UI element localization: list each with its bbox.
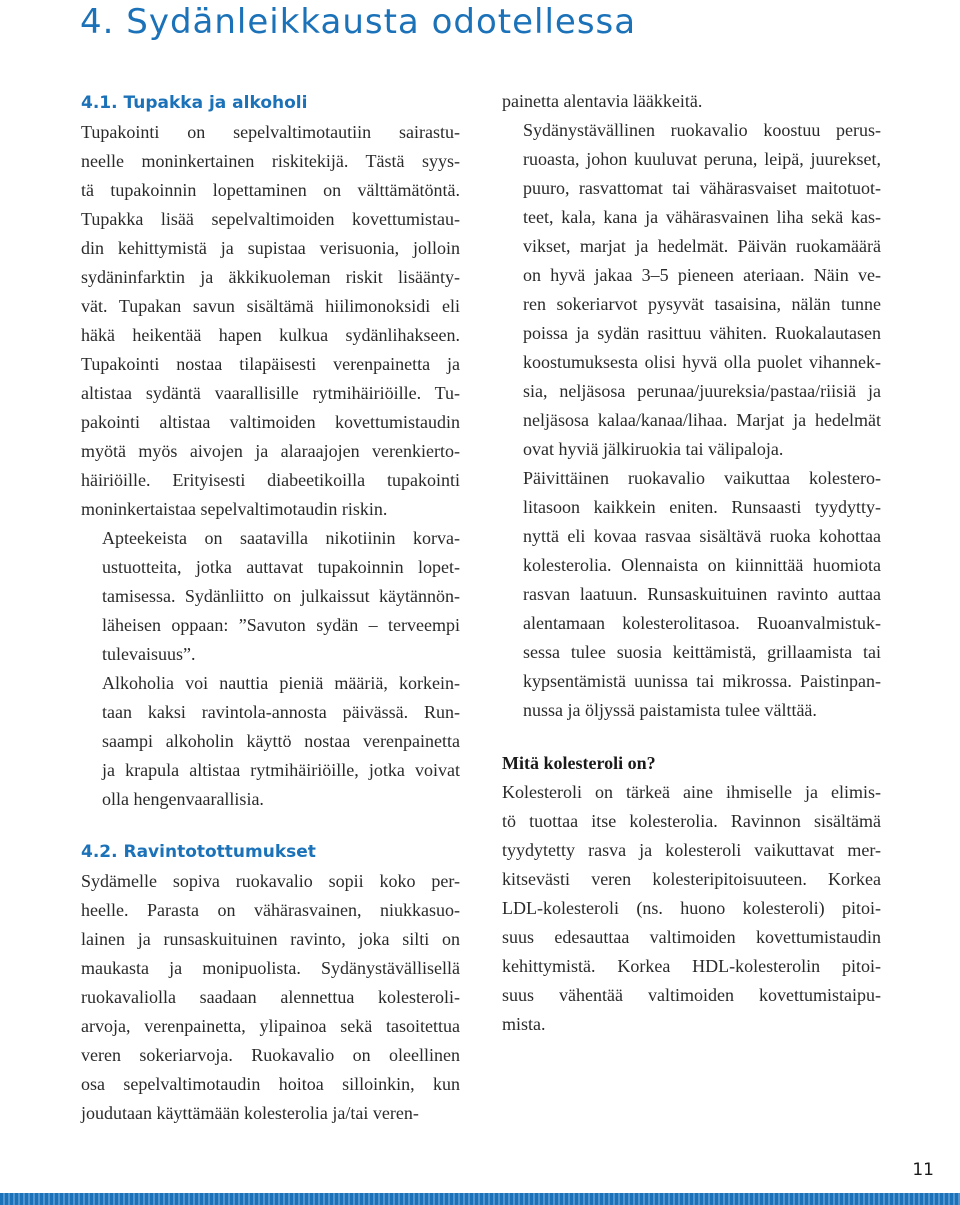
text-line: Apteekeista on saatavilla nikotiinin korva- (102, 528, 460, 548)
text-line: saampi alkoholin käyttö nostaa verenpainetta (102, 731, 460, 751)
text-line: Tupakointi nostaa tilapäisesti verenpainetta ja (81, 354, 460, 374)
text-line: Alkoholia voi nauttia pieniä määriä, korkein- (102, 673, 460, 693)
paragraph (502, 778, 881, 1039)
text-line: on hyvä jakaa 3–5 pieneen ateriaan. Näin ve- (523, 265, 881, 285)
section-tobacco-body (81, 118, 460, 814)
text-line: vät. Tupakan savun sisältämä hiilimonoksidi eli (81, 296, 460, 316)
text-line: litasoon kaikkein eniten. Runsaasti tyydytty- (523, 497, 881, 517)
text-line: tö tuottaa itse kolesterolia. Ravinnon sisältämä (502, 811, 881, 831)
text-line: pakointi altistaa valtimoiden kovettumistaudin (81, 412, 460, 432)
text-line: poissa ja sydän rasittuu vähiten. Ruokalautasen (523, 323, 881, 343)
right-column-body (502, 87, 881, 725)
text-line: veren sokeriarvoja. Ruokavalio on oleellinen (81, 1045, 460, 1065)
text-line: neelle moninkertainen riskitekijä. Tästä syys- (81, 151, 460, 171)
text-line: osa sepelvaltimotaudin hoitoa silloinkin, kun (81, 1074, 460, 1094)
text-line: puuro, rasvattomat tai vähärasvaiset maitotuot- (523, 178, 881, 198)
text-line: nyttä eli kovaa rasvaa sisältävä ruoka kohottaa (523, 526, 881, 546)
left-column (81, 89, 460, 1128)
text-line: neljäsosa kalaa/kanaa/lihaa. Marjat ja hedelmät (523, 410, 881, 430)
text-line: painetta alentavia lääkkeitä. (502, 91, 703, 111)
section-nutrition-body (81, 867, 460, 1128)
text-line: heelle. Parasta on vähärasvainen, niukkasuo- (81, 900, 460, 920)
subheading-cholesterol: Mitä kolesteroli on? (502, 753, 656, 773)
text-line: ruoasta, johon kuuluvat peruna, leipä, juurekset, (523, 149, 881, 169)
text-line: koostumuksesta olisi hyvä olla puolet vihannek- (523, 352, 881, 372)
paragraph (81, 669, 460, 814)
chapter-title: 4. Sydänleikkausta odotellessa (80, 2, 637, 42)
section-heading-nutrition: 4.2. Ravintotottumukset (81, 842, 316, 862)
footer-bar (0, 1193, 960, 1205)
text-line: vikset, marjat ja hedelmät. Päivän ruokamäärä (523, 236, 881, 256)
text-line: tä tupakoinnin lopettaminen on välttämätöntä. (81, 180, 460, 200)
text-line: Tupakka lisää sepelvaltimoiden kovettumistau- (81, 209, 460, 229)
text-line: olla hengenvaarallisia. (102, 789, 264, 809)
text-line: Tupakointi on sepelvaltimotautiin sairastu- (81, 122, 460, 142)
text-line: LDL-kolesteroli (ns. huono kolesteroli) pitoi- (502, 898, 881, 918)
text-line: kitsevästi veren kolesteripitoisuuteen. Korkea (502, 869, 881, 889)
text-line: tyydytetty rasva ja kolesteroli vaikuttavat mer- (502, 840, 881, 860)
right-column (502, 87, 881, 1039)
text-line: myötä myös aivojen ja alaraajojen verenkierto- (81, 441, 460, 461)
text-line: kehittymistä. Korkea HDL-kolesterolin pitoi- (502, 956, 881, 976)
text-line: sessa tulee suosia keittämistä, grillaamista tai (523, 642, 881, 662)
text-line: kolesterolia. Olennaista on kiinnittää huomiota (523, 555, 881, 575)
text-line: rasvan laatuun. Runsaskuituinen ravinto auttaa (523, 584, 881, 604)
text-line: maukasta ja monipuolista. Sydänystävällisellä (81, 958, 460, 978)
text-line: suus edesauttaa valtimoiden kovettumistaudin (502, 927, 881, 947)
text-line: lainen ja runsaskuituinen ravinto, joka silti on (81, 929, 460, 949)
text-line: ruokavaliolla saadaan alennettua kolesteroli- (81, 987, 460, 1007)
text-line: Sydänystävällinen ruokavalio koostuu perus- (523, 120, 881, 140)
text-line: ovat hyviä jälkiruokia tai välipaloja. (523, 439, 784, 459)
text-line: ja krapula altistaa rytmihäiriöille, jotka voivat (102, 760, 460, 780)
text-line: taan kaksi ravintola-annosta päivässä. Run- (102, 702, 460, 722)
text-line: häkä heikentää hapen kulkua sydänlihakseen. (81, 325, 460, 345)
section-heading-tobacco: 4.1. Tupakka ja alkoholi (81, 93, 308, 113)
text-line: teet, kala, kana ja vähärasvainen liha sekä kas- (523, 207, 881, 227)
text-line: läheisen oppaan: ”Savuton sydän – terveempi (102, 615, 460, 635)
text-line: sydäninfarktin ja äkkikuoleman riskit lisäänty- (81, 267, 460, 287)
text-line: sia, neljäsosa perunaa/juureksia/pastaa/riisiä ja (523, 381, 881, 401)
text-line: ustuotteita, jotka auttavat tupakoinnin lopet- (102, 557, 460, 577)
text-line: din kehittymistä ja supistaa verisuonia, jolloin (81, 238, 460, 258)
text-line: Sydämelle sopiva ruokavalio sopii koko per- (81, 871, 460, 891)
text-line: kypsentämistä uunissa tai mikrossa. Paistinpan- (523, 671, 881, 691)
paragraph (502, 116, 881, 464)
text-line: alentamaan kolesterolitasoa. Ruoanvalmistuk- (523, 613, 881, 633)
cholesterol-body (502, 778, 881, 1039)
text-line: Kolesteroli on tärkeä aine ihmiselle ja elimis- (502, 782, 881, 802)
text-line: arvoja, verenpainetta, ylipainoa sekä tasoitettua (81, 1016, 460, 1036)
text-line: altistaa sydäntä vaarallisille rytmihäiriöille. Tu- (81, 383, 460, 403)
paragraph (81, 118, 460, 524)
text-line: suus vähentää valtimoiden kovettumistaipu- (502, 985, 881, 1005)
text-line: Päivittäinen ruokavalio vaikuttaa kolestero- (523, 468, 881, 488)
paragraph (502, 87, 881, 116)
text-line: tamisessa. Sydänliitto on julkaissut käytännön- (102, 586, 460, 606)
text-line: häiriöille. Erityisesti diabeetikoilla tupakointi (81, 470, 460, 490)
text-line: joudutaan käyttämään kolesterolia ja/tai veren- (81, 1103, 419, 1123)
paragraph (502, 464, 881, 725)
text-line: ren sokeriarvot pysyvät tasaisina, nälän tunne (523, 294, 881, 314)
text-line: mista. (502, 1014, 546, 1034)
page-number: 11 (912, 1160, 934, 1180)
text-line: moninkertaistaa sepelvaltimotaudin riskin. (81, 499, 388, 519)
paragraph (81, 524, 460, 669)
paragraph (81, 867, 460, 1128)
text-line: nussa ja öljyssä paistamista tulee välttää. (523, 700, 817, 720)
text-line: tulevaisuus”. (102, 644, 196, 664)
